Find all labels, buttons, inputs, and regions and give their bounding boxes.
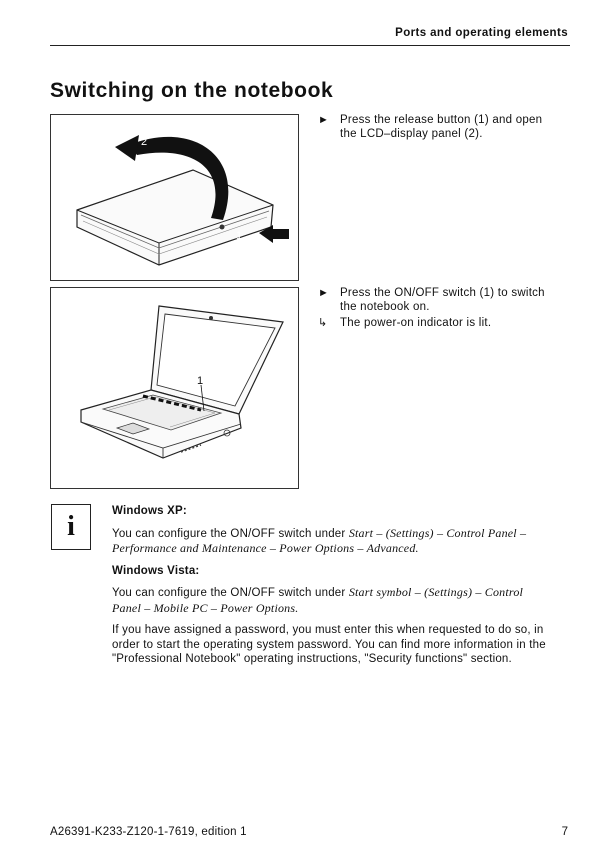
note-heading-vista: Windows Vista: xyxy=(112,564,200,577)
note-vista-paragraph xyxy=(112,585,552,616)
note-heading-xp: Windows XP: xyxy=(112,505,187,517)
document-code: A26391-K233-Z120-1-7619, edition 1 xyxy=(50,826,247,838)
note-xp-path: Start – (Settings) – Control Panel – Performance and Maintenance – Power Options – Advanced. xyxy=(112,525,527,555)
callout-release-button: 1 xyxy=(236,230,243,242)
step-text: Press the ON/OFF switch (1) to switch the notebook on. xyxy=(340,287,545,313)
step-text: Press the release button (1) and open the LCD–display panel (2). xyxy=(340,114,543,140)
note-xp-text: You can configure the ON/OFF switch under xyxy=(112,527,346,540)
step-text: The power-on indicator is lit. xyxy=(340,317,492,329)
info-icon: i xyxy=(51,504,91,550)
callout-display-panel: 2 xyxy=(141,136,148,148)
header-divider xyxy=(50,45,570,46)
note-vista-text: You can configure the ON/OFF switch under xyxy=(112,587,346,599)
note-password-paragraph: If you have assigned a password, you must enter this when requested to do so, in order to start the operating system password. You can find more information in the "Professional Notebook" operating instructions, "Security functions" section. xyxy=(112,624,546,665)
result-arrow-icon: ↳ xyxy=(318,317,328,329)
notebook-open-illustration xyxy=(51,288,298,488)
notebook-closed-illustration xyxy=(51,115,298,280)
page-title: Switching on the notebook xyxy=(50,79,334,102)
page-number: 7 xyxy=(561,826,568,838)
note-xp-paragraph xyxy=(112,526,552,557)
bullet-arrow-icon: ► xyxy=(318,287,330,299)
callout-power-switch: 1 xyxy=(197,375,204,387)
step-press-switch xyxy=(318,286,558,314)
step-result xyxy=(318,316,558,330)
running-header: Ports and operating elements xyxy=(395,27,568,39)
note-vista-path: Start symbol – (Settings) – Control Panel – Mobile PC – Power Options. xyxy=(112,585,524,615)
figure-power-switch xyxy=(50,287,299,489)
step-open-display xyxy=(318,113,558,141)
info-note xyxy=(112,504,552,674)
bullet-arrow-icon: ► xyxy=(318,114,330,126)
figure-open-display xyxy=(50,114,299,281)
